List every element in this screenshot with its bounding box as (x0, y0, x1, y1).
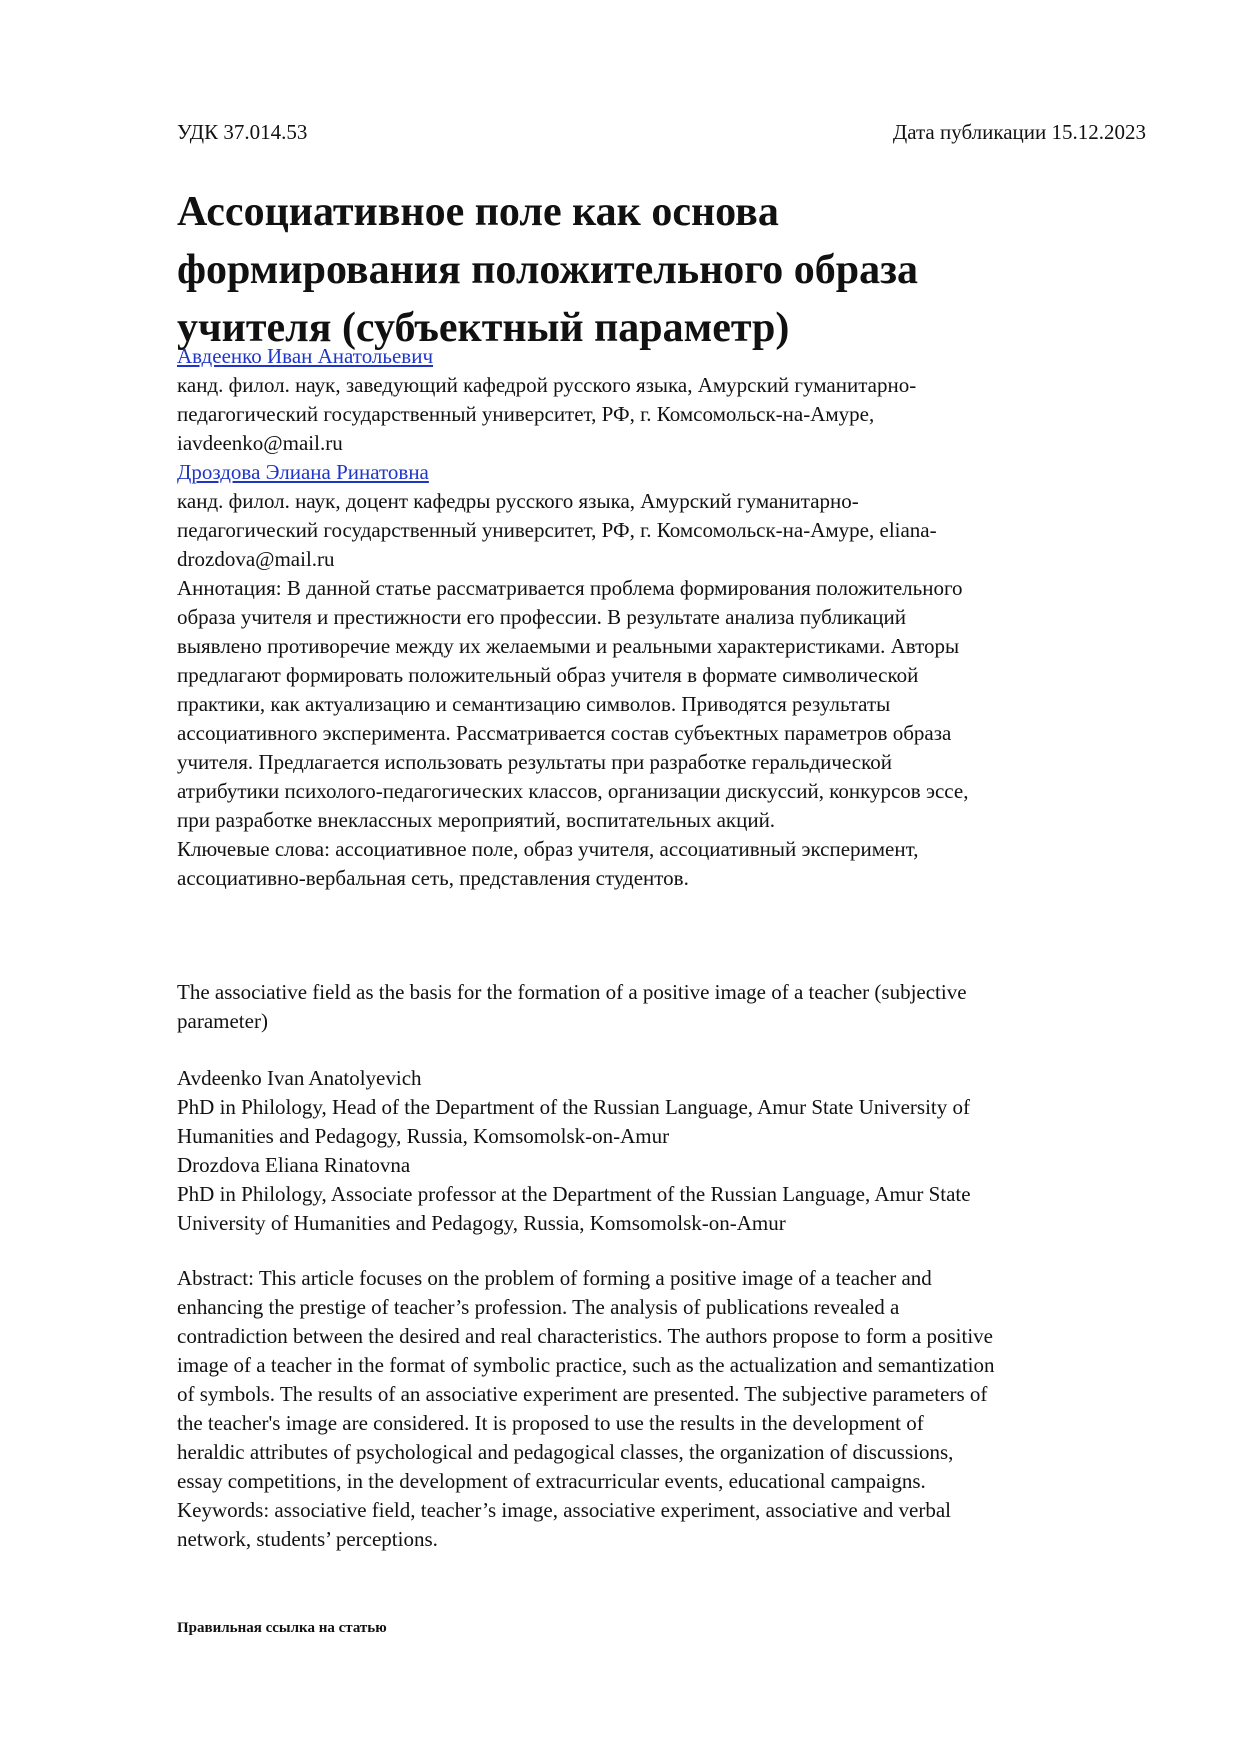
title-en (177, 978, 1167, 1036)
author-affiliation-line: педагогический государственный университет, РФ, г. Комсомольск-на-Амуре, (177, 402, 875, 426)
abstract-ru-line: ассоциативного эксперимента. Рассматривается состав субъектных параметров образа (177, 721, 952, 745)
abstract-ru-line: учителя. Предлагается использовать результаты при разработке геральдической (177, 750, 892, 774)
title-line: формирования положительного образа (177, 247, 919, 293)
author-en-name: Avdeenko Ivan Anatolyevich (177, 1066, 422, 1090)
abstract-ru-line: при разработке внеклассных мероприятий, воспитательных акций. (177, 808, 776, 832)
abstract-en-line: contradiction between the desired and real characteristics. The authors propose to form a positive (177, 1324, 993, 1348)
authors-ru-block (177, 342, 1167, 574)
author-en-name: Drozdova Eliana Rinatovna (177, 1153, 411, 1177)
publication-date: Дата публикации 15.12.2023 (892, 120, 1146, 144)
keywords-ru-line: ассоциативно-вербальная сеть, представления студентов. (177, 866, 689, 890)
author-en-affiliation-line: University of Humanities and Pedagogy, Russia, Komsomolsk-on-Amur (177, 1211, 786, 1235)
author-link-drozdova[interactable]: Дроздова Элиана Ринатовна (177, 460, 429, 484)
keywords-ru-line: Ключевые слова: ассоциативное поле, образ учителя, ассоциативный эксперимент, (177, 837, 919, 861)
abstract-en-line: Abstract: This article focuses on the problem of forming a positive image of a teacher and (177, 1266, 932, 1290)
article-title (177, 183, 1077, 357)
abstract-en-line: enhancing the prestige of teacher’s profession. The analysis of publications revealed a (177, 1295, 900, 1319)
abstract-ru-line: практики, как актуализацию и семантизацию символов. Приводятся результаты (177, 692, 891, 716)
title-line: учителя (субъектный параметр) (177, 305, 790, 351)
author-en-affiliation-line: PhD in Philology, Associate professor at the Department of the Russian Language, Amur State (177, 1182, 971, 1206)
abstract-ru-line: атрибутики психолого-педагогических классов, организации дискуссий, конкурсов эссе, (177, 779, 969, 803)
title-en-line: parameter) (177, 1009, 268, 1033)
abstract-en-line: the teacher's image are considered. It is proposed to use the results in the development of (177, 1411, 924, 1435)
udk-code: УДК 37.014.53 (177, 120, 308, 144)
keywords-en-line: Keywords: associative field, teacher’s image, associative experiment, associative and verbal (177, 1498, 951, 1522)
author-affiliation-line: канд. филол. наук, заведующий кафедрой русского языка, Амурский гуманитарно- (177, 373, 917, 397)
author-link-avdeenko[interactable]: Авдеенко Иван Анатольевич (177, 344, 434, 368)
author-en-affiliation-line: Humanities and Pedagogy, Russia, Komsomolsk-on-Amur (177, 1124, 670, 1148)
header-line (177, 118, 1146, 147)
author-en-affiliation-line: PhD in Philology, Head of the Department of the Russian Language, Amur State University of (177, 1095, 970, 1119)
abstract-ru-line: Аннотация: В данной статье рассматривается проблема формирования положительного (177, 576, 963, 600)
keywords-en-line: network, students’ perceptions. (177, 1527, 438, 1551)
author-affiliation-line: канд. филол. наук, доцент кафедры русского языка, Амурский гуманитарно- (177, 489, 859, 513)
abstract-ru-line: выявлено противоречие между их желаемыми и реальными характеристиками. Авторы (177, 634, 960, 658)
abstract-en (177, 1264, 1167, 1554)
author-affiliation-line: педагогический государственный университет, РФ, г. Комсомольск-на-Амуре, eliana- (177, 518, 937, 542)
author-affiliation-line: drozdova@mail.ru (177, 547, 335, 571)
abstract-ru-line: предлагают формировать положительный образ учителя в формате символической (177, 663, 919, 687)
abstract-en-line: essay competitions, in the development of extracurricular events, educational campaigns. (177, 1469, 926, 1493)
title-en-line: The associative field as the basis for the formation of a positive image of a teacher (subjective (177, 980, 967, 1004)
citation-label: Правильная ссылка на статью (177, 1620, 387, 1636)
title-line: Ассоциативное поле как основа (177, 189, 779, 235)
abstract-ru-line: образа учителя и престижности его профессии. В результате анализа публикаций (177, 605, 906, 629)
abstract-ru (177, 574, 1167, 893)
abstract-en-line: heraldic attributes of psychological and pedagogical classes, the organization of discussions, (177, 1440, 954, 1464)
abstract-en-line: of symbols. The results of an associative experiment are presented. The subjective parameters of (177, 1382, 988, 1406)
author-affiliation-line: iavdeenko@mail.ru (177, 431, 343, 455)
authors-en-block (177, 1064, 1167, 1238)
abstract-en-line: image of a teacher in the format of symbolic practice, such as the actualization and semantization (177, 1353, 995, 1377)
